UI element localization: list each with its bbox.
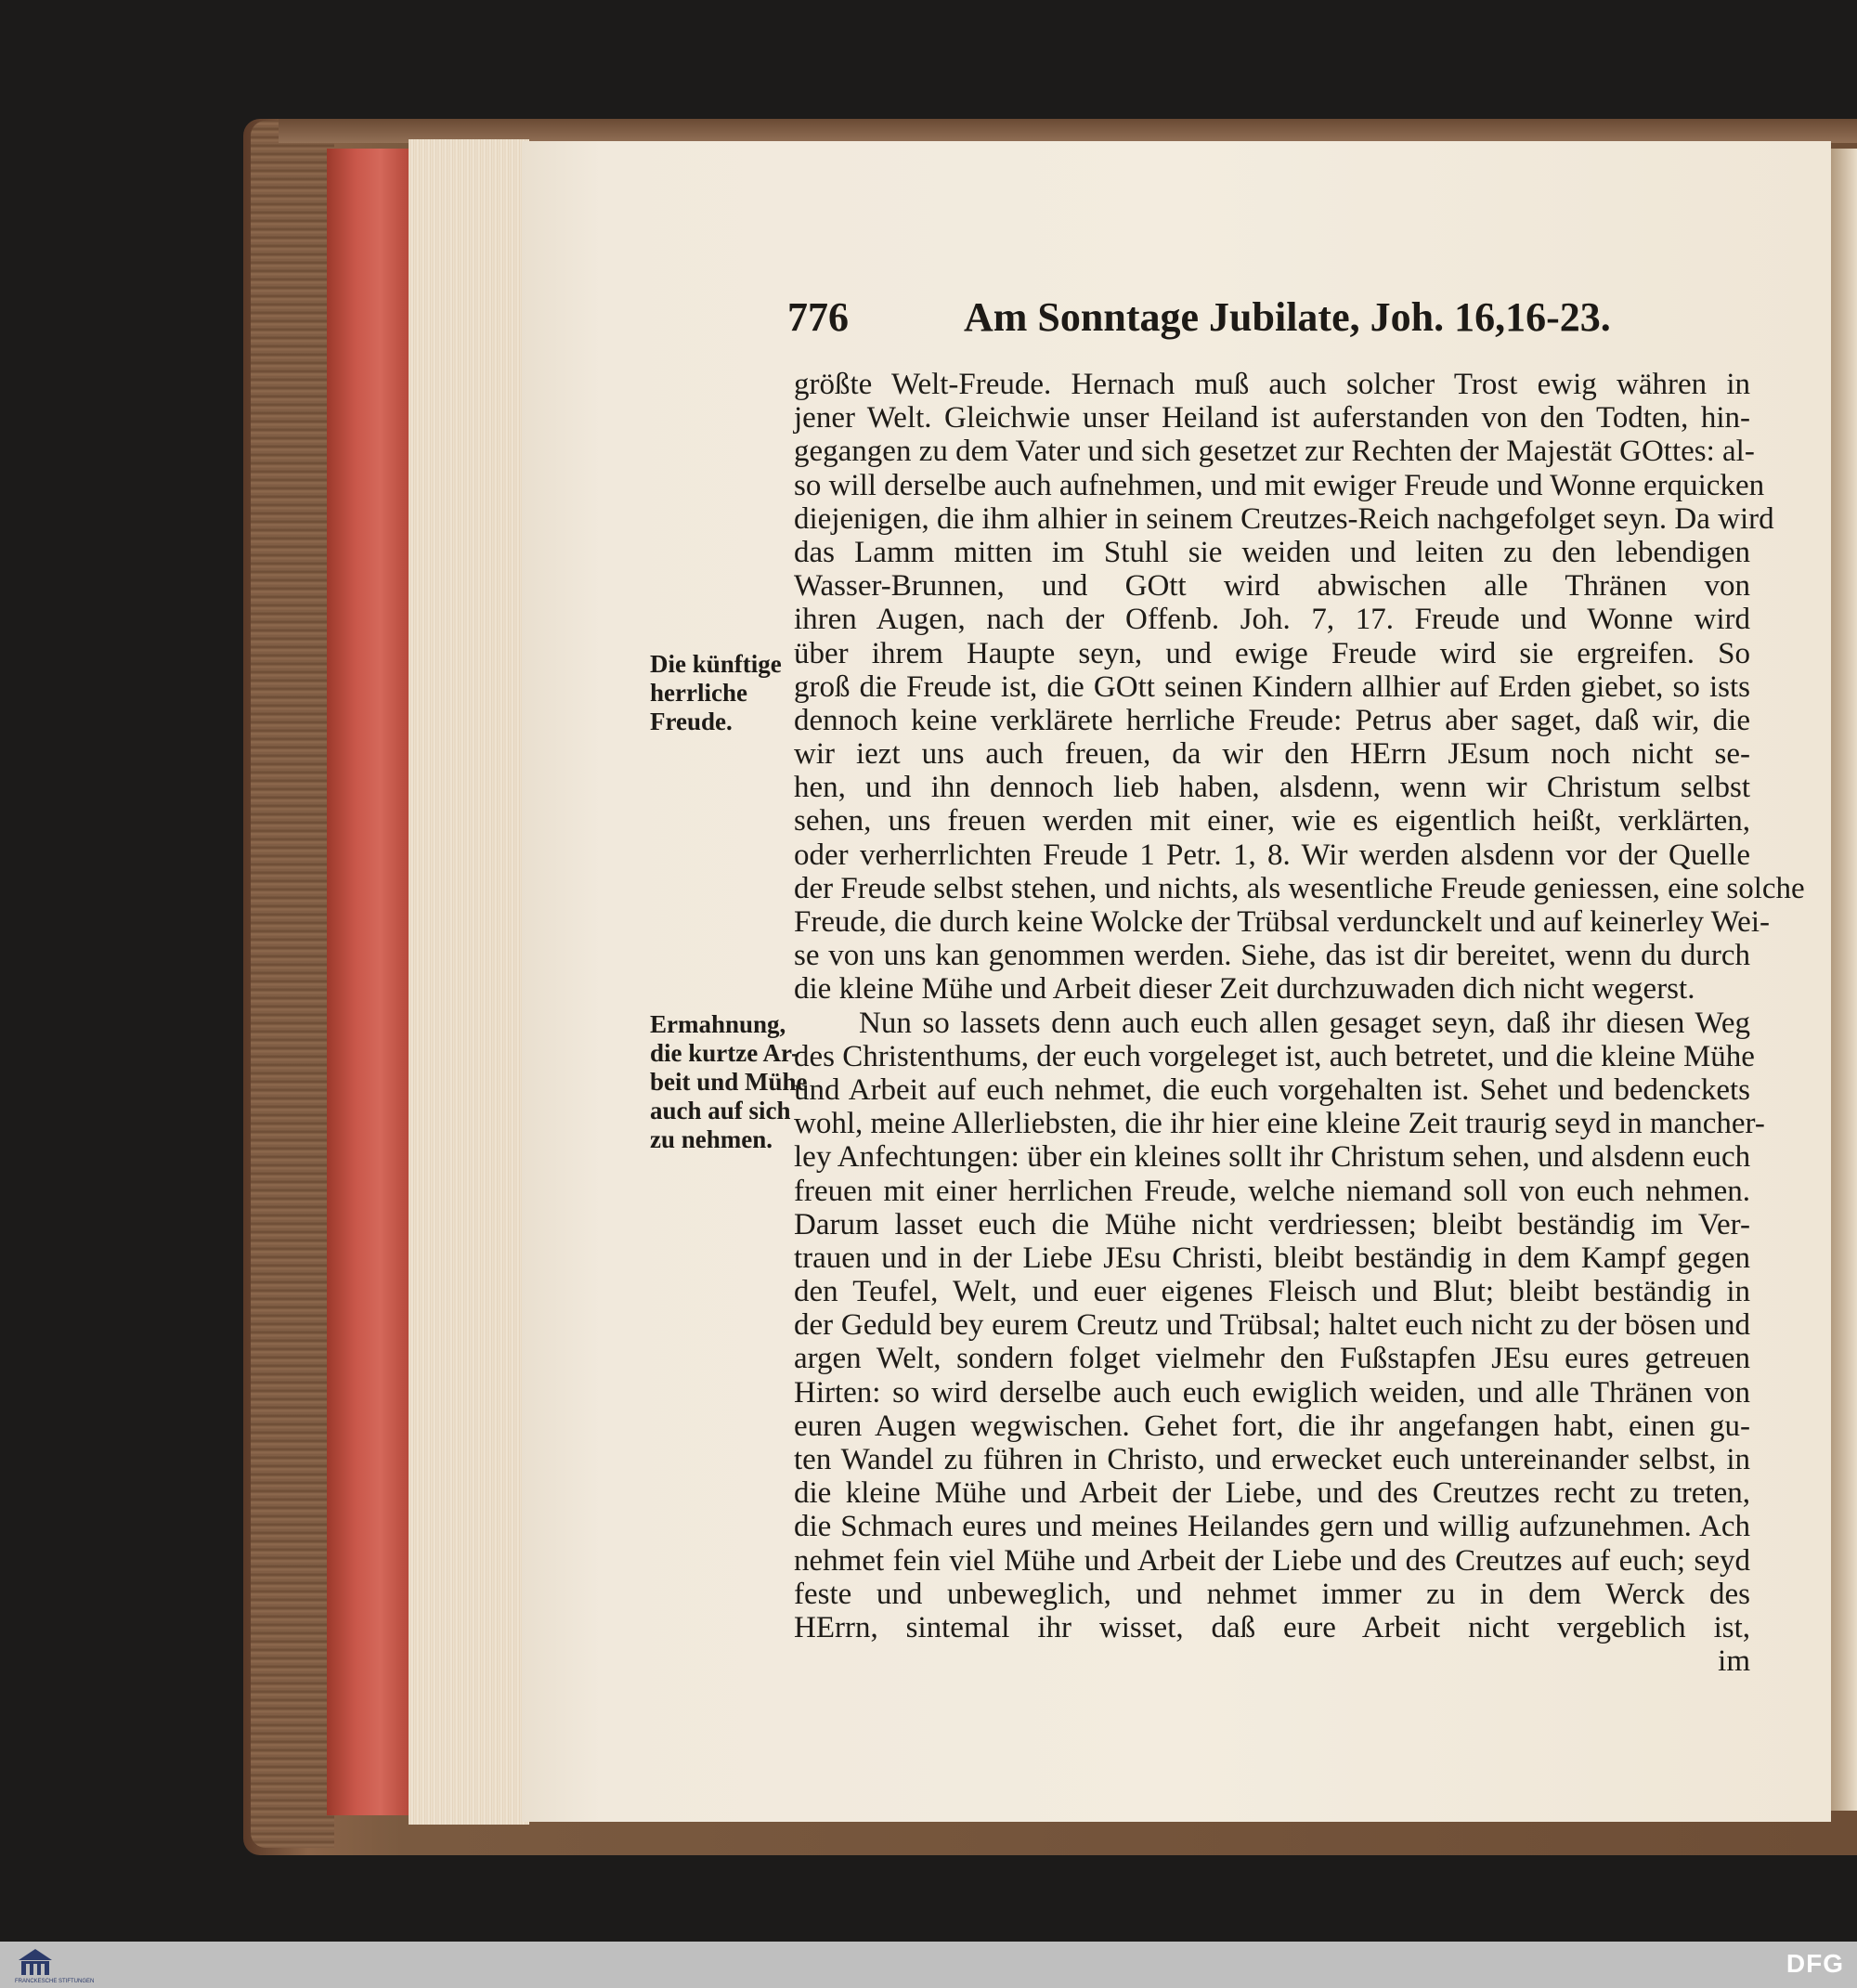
text-line: groß die Freude ist, die GOtt seinen Kindern allhier auf Erden giebet, so ists	[794, 669, 1750, 704]
catchword: im	[1718, 1644, 1750, 1679]
text-line: der Freude selbst stehen, und nichts, als wesentliche Freude geniessen, eine solche	[794, 871, 1805, 905]
text-line: sehen, uns freuen werden mit einer, wie es eigentlich heißt, verklärten,	[794, 804, 1750, 838]
text-line: über ihrem Haupte seyn, und ewige Freude wird sie ergreifen. So	[794, 636, 1750, 670]
text-line: die Schmach eures und meines Heilandes gern und willig aufzunehmen. Ach	[794, 1510, 1750, 1544]
text-line: Nun so lassets denn auch euch allen gesaget seyn, daß ihr diesen Weg	[859, 1006, 1750, 1040]
text-line: des Christenthums, der euch vorgeleget ist, auch betretet, und die kleine Mühe	[794, 1039, 1755, 1073]
book-spine-edge	[251, 121, 334, 1848]
viewer-footer-strip	[0, 1942, 1857, 1988]
margin-note-line: herrliche	[650, 679, 747, 707]
text-line: größte Welt-Freude. Hernach muß auch solcher Trost ewig währen in	[794, 368, 1750, 401]
text-line: Wasser-Brunnen, und GOtt wird abwischen alle Thränen von	[794, 569, 1750, 604]
text-line: dennoch keine verklärete herrliche Freude: Petrus aber saget, daß wir, die	[794, 703, 1750, 737]
page-header	[787, 293, 1611, 349]
text-line: euren Augen wegwischen. Gehet fort, die ihr angefangen habt, einen gu-	[794, 1409, 1750, 1443]
text-line: diejenigen, die ihm alhier in seinem Creutzes-Reich nachgefolget seyn. Da wird	[794, 501, 1774, 536]
text-line: nehmet fein viel Mühe und Arbeit der Liebe und des Creutzes auf euch; seyd	[794, 1543, 1750, 1578]
facing-page-edge	[1831, 149, 1857, 1811]
text-line: ihren Augen, nach der Offenb. Joh. 7, 17. Freude und Wonne wird	[794, 603, 1750, 637]
body-text	[794, 368, 1805, 1679]
book-red-page-edge	[327, 149, 409, 1815]
text-line: den Teufel, Welt, und euer eigenes Fleisch und Blut; bleibt beständig in	[794, 1275, 1750, 1309]
text-line: argen Welt, sondern folget vielmehr den Fußstapfen JEsu eures getreuen	[794, 1342, 1750, 1376]
text-line: die kleine Mühe und Arbeit dieser Zeit durchzuwaden dich nicht wegerst.	[794, 972, 1695, 1007]
institution-logo	[13, 1947, 95, 1984]
margin-note-exhortation	[650, 1010, 808, 1154]
text-line: trauen und in der Liebe JEsu Christi, bleibt beständig in dem Kampf gegen	[794, 1241, 1750, 1275]
text-line: gegangen zu dem Vater und sich gesetzet zur Rechten der Majestät GOttes: al-	[794, 435, 1755, 469]
running-title: Am Sonntage Jubilate, Joh. 16,16-23.	[964, 294, 1611, 340]
text-line: HErrn, sintemal ihr wisset, daß eure Arbeit nicht vergeblich ist,	[794, 1610, 1750, 1644]
text-line: se von uns kan genommen werden. Siehe, das ist dir bereitet, wenn du durch	[794, 939, 1750, 973]
margin-note-future-joy	[650, 650, 782, 736]
text-line: Hirten: so wird derselbe auch euch ewiglich weiden, und alle Thränen von	[794, 1375, 1750, 1410]
text-line: ley Anfechtungen: über ein kleines sollt ihr Christum sehen, und alsdenn euch	[794, 1140, 1751, 1175]
text-line: oder verherrlichten Freude 1 Petr. 1, 8. Wir werden alsdenn vor der Quelle	[794, 838, 1750, 872]
text-line: wir iezt uns auch freuen, da wir den HErrn JEsum noch nicht se-	[794, 737, 1750, 772]
text-line: ten Wandel zu führen in Christo, und erwecket euch untereinander selbst, in	[794, 1443, 1750, 1476]
text-line: feste und unbeweglich, und nehmet immer zu in dem Werck des	[794, 1577, 1750, 1611]
text-line: das Lamm mitten im Stuhl sie weiden und leiten zu den lebendigen	[794, 535, 1750, 569]
building-icon	[13, 1947, 58, 1979]
margin-note-line: Die künftige	[650, 650, 782, 678]
text-line: jener Welt. Gleichwie unser Heiland ist auferstanden von den Todten, hin-	[794, 401, 1750, 435]
text-line: Darum lasset euch die Mühe nicht verdriessen; bleibt beständig im Ver-	[794, 1207, 1750, 1241]
margin-note-line: die kurtze Ar-	[650, 1039, 799, 1067]
text-line: Freude, die durch keine Wolcke der Trübsal verdunckelt und auf keinerley Wei-	[794, 905, 1770, 939]
text-line: wohl, meine Allerliebsten, die ihr hier eine kleine Zeit traurig seyd in mancher-	[794, 1107, 1765, 1141]
institution-logo-text: FRANCKESCHE STIFTUNGEN	[15, 1979, 95, 1984]
text-line: freuen mit einer herrlichen Freude, welche niemand soll von euch nehmen.	[794, 1174, 1750, 1208]
margin-note-line: zu nehmen.	[650, 1125, 773, 1153]
margin-note-line: Freude.	[650, 708, 733, 735]
margin-note-line: beit und Mühe	[650, 1068, 808, 1096]
text-line: der Geduld bey eurem Creutz und Trübsal; haltet euch nicht zu der bösen und	[794, 1308, 1750, 1343]
dfg-badge: DFG	[1786, 1949, 1844, 1978]
margin-note-line: Ermahnung,	[650, 1010, 786, 1038]
margin-note-line: auch auf sich	[650, 1097, 791, 1124]
text-line: die kleine Mühe und Arbeit der Liebe, und des Creutzes recht zu treten,	[794, 1476, 1750, 1511]
text-line: hen, und ihn dennoch lieb haben, alsdenn, wenn wir Christum selbst	[794, 771, 1750, 805]
page-number: 776	[787, 294, 849, 340]
text-line: so will derselbe auch aufnehmen, und mit ewiger Freude und Wonne erquicken	[794, 468, 1765, 502]
text-line: und Arbeit auf euch nehmet, die euch vorgehalten ist. Sehet und bedenckets	[794, 1072, 1750, 1107]
book-page-stack	[409, 139, 529, 1825]
